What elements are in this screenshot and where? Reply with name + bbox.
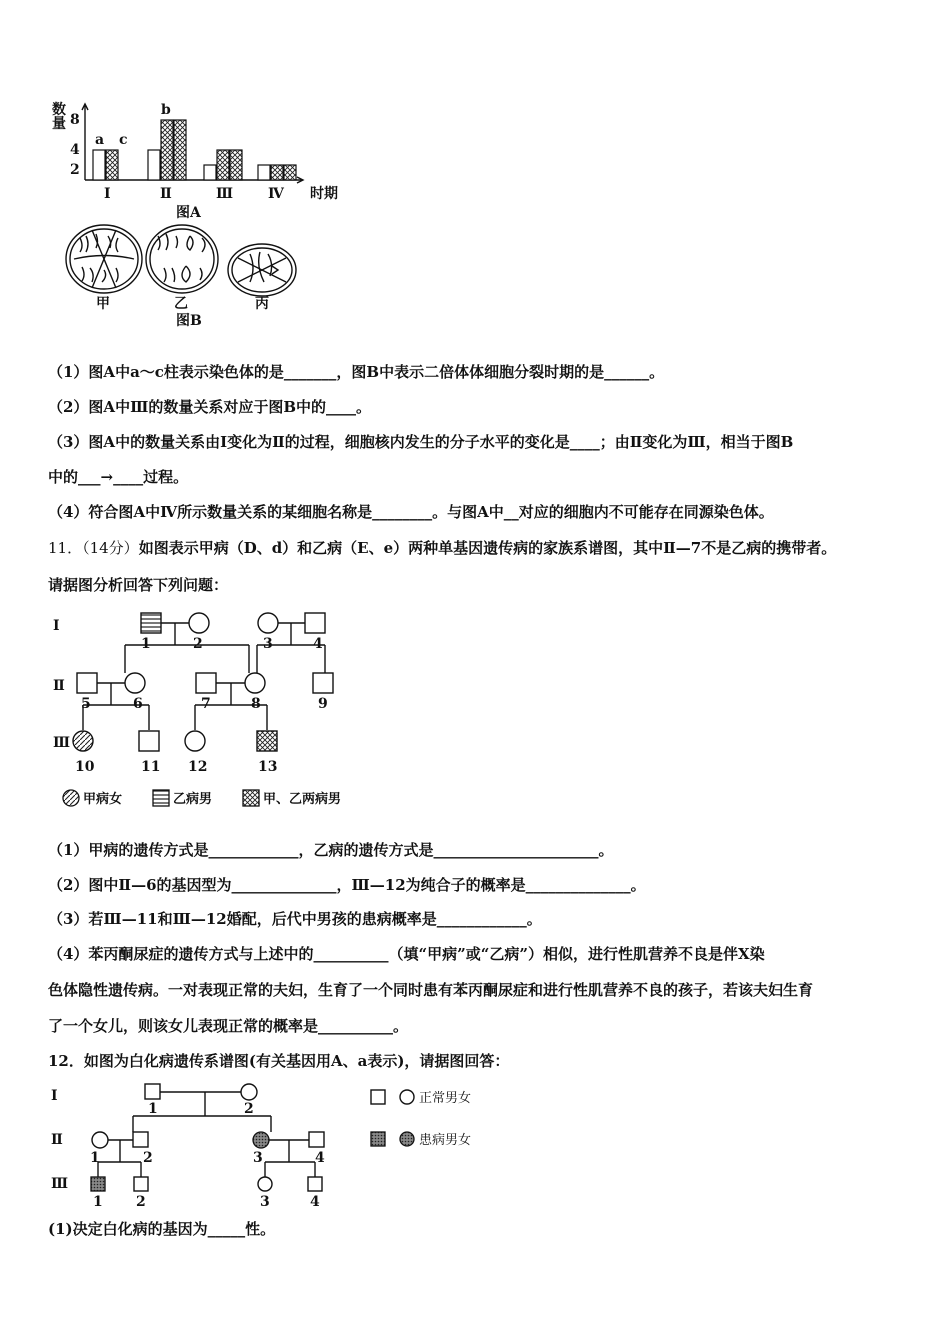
cell-label-bing: 丙: [255, 296, 269, 312]
individual-I-3: [258, 613, 278, 633]
individual-III-11: [139, 731, 159, 751]
individual-I-1: [141, 613, 161, 633]
q11-stem-line1: [48, 537, 836, 558]
x-axis-label: 时期: [310, 186, 338, 202]
bar-a-3: [204, 165, 216, 180]
q12-individual-III-4: [308, 1177, 322, 1191]
bar-b-4: [271, 165, 283, 180]
figure-b-caption: 图B: [176, 313, 202, 329]
q12-label-III-1: 1: [93, 1194, 103, 1210]
y-tick-2: 2: [70, 162, 80, 178]
individual-II-6: [125, 673, 145, 693]
bar-label-c: c: [119, 132, 128, 148]
bar-label-b: b: [161, 102, 171, 118]
legend-yi-male-icon: [153, 790, 169, 806]
q12-label-I-1: 1: [148, 1101, 158, 1117]
q10-part2: （2）图A中Ⅲ的数量关系对应于图B中的____。: [48, 398, 372, 416]
bar-b-3: [217, 150, 229, 180]
label-4: 4: [313, 636, 323, 652]
q11-part4-line2: 色体隐性遗传病。一对表现正常的夫妇，生育了一个同时患有苯丙酮尿症和进行性肌营养不良的孩子，若该夫妇生育: [48, 981, 814, 999]
legend-affected-female-icon: [400, 1132, 414, 1146]
legend-jia-female-icon: [63, 790, 79, 806]
cell-jia: [66, 225, 142, 293]
legend-affected-male-icon: [371, 1132, 385, 1146]
cell-label-jia: 甲: [96, 296, 110, 312]
figure-a-caption: 图A: [176, 205, 201, 221]
q10-part3-line1: （3）图A中的数量关系由Ⅰ变化为Ⅱ的过程，细胞核内发生的分子水平的变化是____；由Ⅱ变化为Ⅲ，相当于图B: [48, 433, 794, 451]
q11-points: （14分）: [82, 539, 139, 557]
x-tick-II: Ⅱ: [160, 186, 172, 202]
legend-both-male-label: 甲、乙两病男: [263, 792, 342, 807]
individual-II-8: [245, 673, 265, 693]
label-6: 6: [133, 696, 143, 712]
bar-a-4: [258, 165, 270, 180]
label-8: 8: [251, 696, 261, 712]
q12-label-III-3: 3: [260, 1194, 270, 1210]
q12-individual-I-1: [145, 1084, 160, 1099]
bar-label-a: a: [95, 132, 105, 148]
y-axis-label-1: 数: [52, 102, 66, 118]
individual-I-4: [305, 613, 325, 633]
q12-individual-I-2: [241, 1084, 257, 1100]
q12-pedigree: [45, 1078, 345, 1210]
legend-normal-male-icon: [371, 1090, 385, 1104]
label-13: 13: [258, 759, 278, 775]
q12-part1: (1)决定白化病的基因为_____性。: [48, 1220, 276, 1238]
q12-label-II-4: 4: [315, 1150, 325, 1166]
label-5: 5: [81, 696, 91, 712]
individual-II-5: [77, 673, 97, 693]
label-9: 9: [318, 696, 328, 712]
q10-part3-line2: 中的___→____过程。: [48, 468, 189, 486]
q12-label-I-2: 2: [244, 1101, 254, 1117]
q12-label-II-2: 2: [143, 1150, 153, 1166]
q12-individual-II-2: [133, 1132, 148, 1147]
legend-both-male-icon: [243, 790, 259, 806]
legend-affected-label: 患病男女: [419, 1133, 472, 1148]
q10-part4: （4）符合图A中Ⅳ所示数量关系的某细胞名称是________。与图A中__对应的细胞内不可能存在同源染色体。: [48, 503, 774, 521]
q12-legend: [365, 1086, 525, 1156]
label-12: 12: [188, 759, 208, 775]
bar-a-2: [148, 150, 160, 180]
y-tick-4: 4: [70, 142, 80, 158]
bar-a-1: [93, 150, 105, 180]
gen-label-I: Ⅰ: [53, 618, 60, 634]
gen-label-III: Ⅲ: [53, 735, 71, 751]
cell-yi: [146, 225, 218, 293]
gen-label-II: Ⅱ: [53, 678, 65, 694]
q12-stem: 12．如图为白化病遗传系谱图(有关基因用A、a表示)，请据图回答：: [48, 1052, 510, 1070]
q12-gen-label-I: Ⅰ: [51, 1088, 58, 1104]
q12-individual-II-1: [92, 1132, 108, 1148]
q11-number: 11．: [48, 539, 83, 557]
bar-c-1: [106, 150, 118, 180]
q12-label-III-4: 4: [310, 1194, 320, 1210]
legend-normal-female-icon: [400, 1090, 414, 1104]
bar-group: [93, 120, 296, 180]
q11-part4-line1: （4）苯丙酮尿症的遗传方式与上述中的__________（填“甲病”或“乙病”）相似，进行性肌营养不良是伴X染: [48, 945, 765, 963]
q12-individual-II-3: [253, 1132, 269, 1148]
cell-label-yi: 乙: [174, 296, 188, 312]
legend-normal-label: 正常男女: [419, 1091, 472, 1106]
q12-individual-III-1: [91, 1177, 105, 1191]
q12-gen-label-III: Ⅲ: [51, 1176, 69, 1192]
x-tick-IV: Ⅳ: [268, 186, 284, 202]
individual-I-2: [189, 613, 209, 633]
bar-b-2: [161, 120, 173, 180]
q11-part2: （2）图中Ⅱ—6的基因型为______________，Ⅲ—12为纯合子的概率是______________。: [48, 876, 646, 894]
q11-stem-a: 如图表示甲病（D、d）和乙病（E、e）两种单基因遗传病的家族系谱图，其中Ⅱ—7不是乙病的携带者。: [138, 539, 837, 557]
individual-III-12: [185, 731, 205, 751]
q12-label-II-3: 3: [253, 1150, 263, 1166]
label-3: 3: [263, 636, 273, 652]
q11-stem-line2: 请据图分析回答下列问题：: [48, 576, 229, 594]
figure-a-chart: [40, 100, 360, 225]
legend-jia-female-label: 甲病女: [83, 792, 123, 807]
cell-bing: [228, 244, 296, 296]
individual-III-13: [257, 731, 277, 751]
q12-label-II-1: 1: [90, 1150, 100, 1166]
q11-part1: （1）甲病的遗传方式是____________，乙病的遗传方式是______________________。: [48, 841, 614, 859]
q12-individual-III-2: [134, 1177, 148, 1191]
bar-c-3: [230, 150, 242, 180]
bar-c-2: [174, 120, 186, 180]
q12-individual-II-4: [309, 1132, 324, 1147]
label-1: 1: [141, 636, 151, 652]
label-10: 10: [75, 759, 95, 775]
q11-part4-line3: 了一个女儿，则该女儿表现正常的概率是__________。: [48, 1017, 409, 1035]
y-tick-8: 8: [70, 112, 80, 128]
label-11: 11: [141, 759, 161, 775]
x-tick-I: Ⅰ: [104, 186, 111, 202]
label-2: 2: [193, 636, 203, 652]
q11-pedigree: [45, 605, 385, 815]
y-axis-label-2: 量: [52, 116, 66, 132]
q12-label-III-2: 2: [136, 1194, 146, 1210]
legend-yi-male-label: 乙病男: [173, 792, 213, 807]
label-7: 7: [201, 696, 211, 712]
q12-gen-label-II: Ⅱ: [51, 1132, 63, 1148]
individual-III-10: [73, 731, 93, 751]
individual-II-7: [196, 673, 216, 693]
figure-b-cells: [60, 222, 310, 330]
bar-c-4: [284, 165, 296, 180]
q11-part3: （3）若Ⅲ—11和Ⅲ—12婚配，后代中男孩的患病概率是____________。: [48, 910, 542, 928]
q12-individual-III-3: [258, 1177, 272, 1191]
q10-part1: （1）图A中a～c柱表示染色体的是_______，图B中表示二倍体体细胞分裂时期的是______。: [48, 363, 665, 381]
individual-II-9: [313, 673, 333, 693]
x-tick-III: Ⅲ: [216, 186, 234, 202]
